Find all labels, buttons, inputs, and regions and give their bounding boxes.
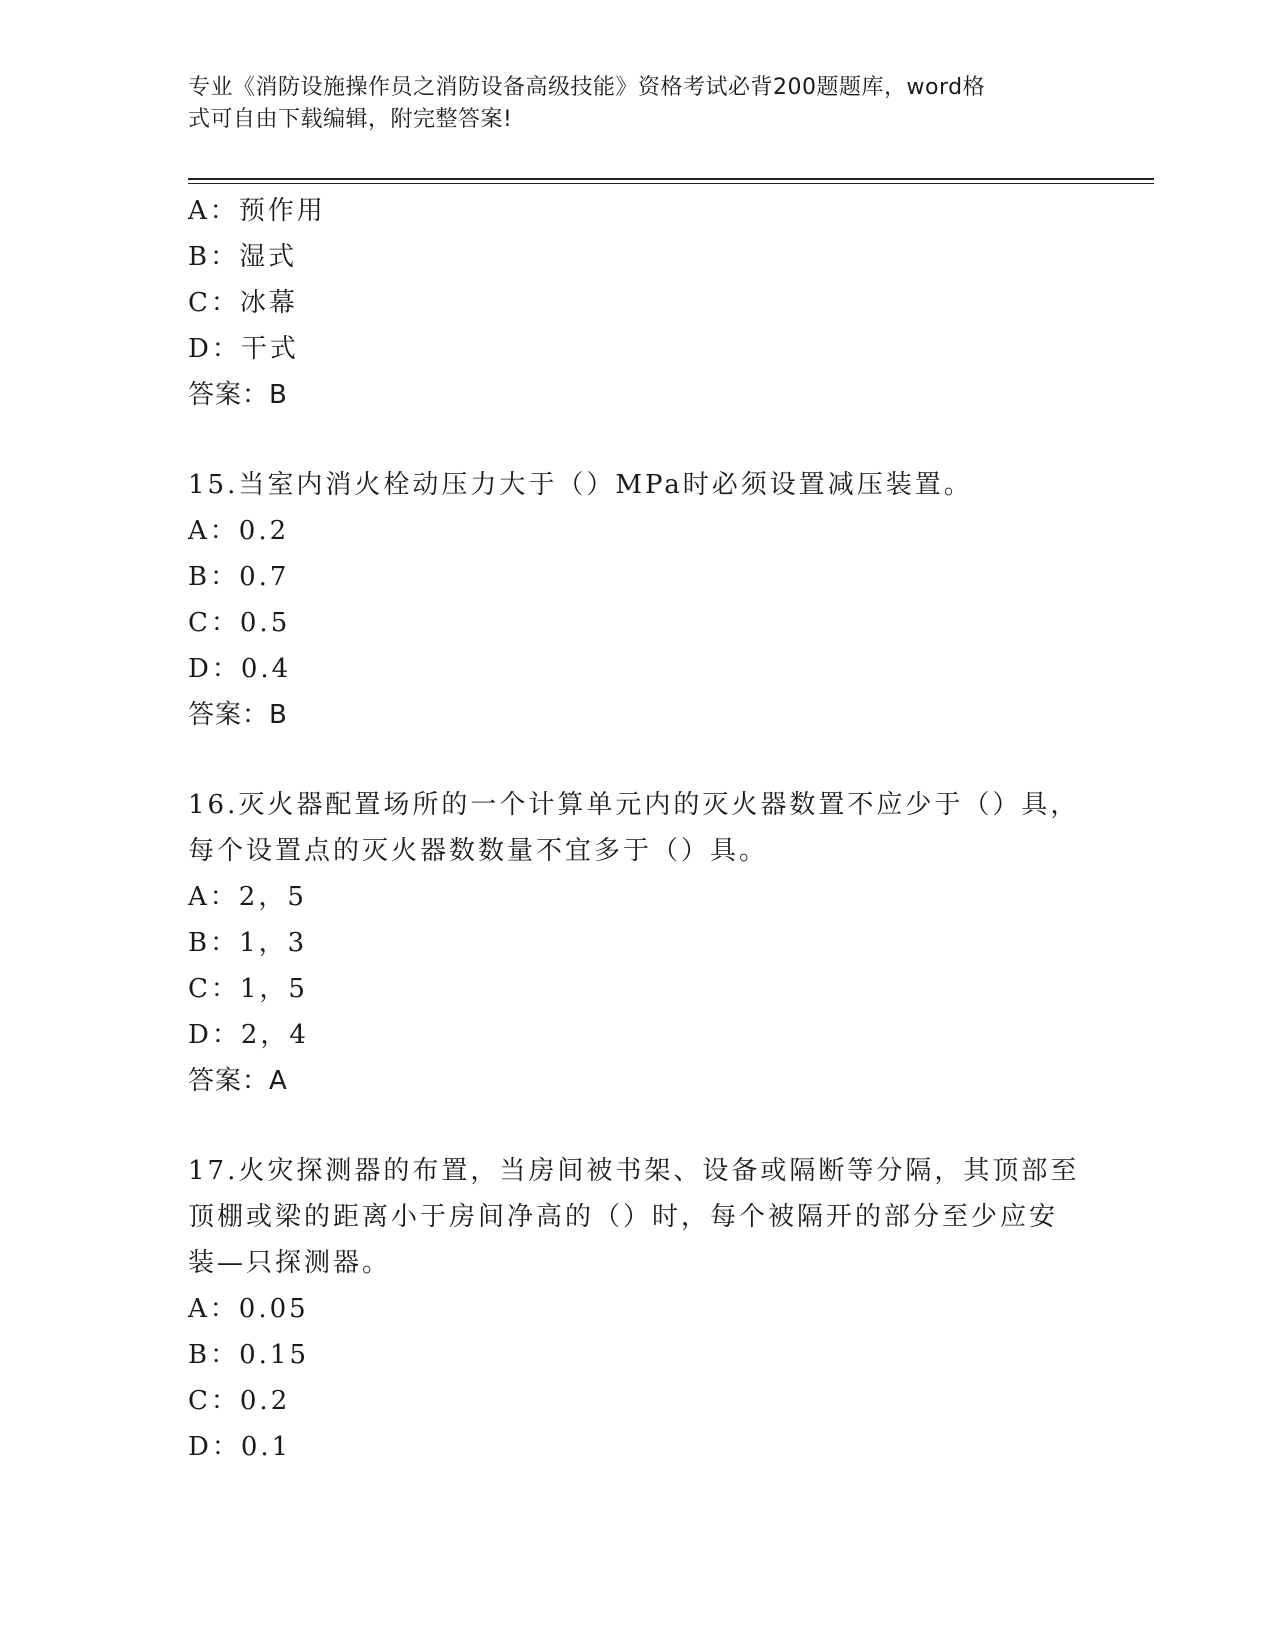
option-a: A：0.05 — [188, 1294, 309, 1324]
document-header — [188, 72, 1088, 136]
header-divider-thick — [188, 178, 1154, 180]
question-list — [188, 188, 1088, 1470]
option-d: D：0.1 — [188, 1432, 292, 1462]
header-line-2: 式可自由下载编辑，附完整答案! — [188, 107, 513, 132]
option-b: B：1，3 — [188, 928, 308, 958]
header-line-1: 专业《消防设施操作员之消防设备高级技能》资格考试必背200题题库，word格 — [188, 75, 986, 100]
option-c: C：0.2 — [188, 1386, 291, 1416]
answer: 答案：B — [188, 700, 288, 730]
option-c: C：0.5 — [188, 608, 291, 638]
question-stem-line-1: 16.灭火器配置场所的一个计算单元内的灭火器数置不应少于（）具， — [188, 790, 1080, 820]
question-stem-line-3: 装—只探测器。 — [188, 1248, 392, 1278]
question-stem-line-1: 17.火灾探测器的布置，当房间被书架、设备或隔断等分隔，其顶部至 — [188, 1156, 1080, 1186]
question-stem-line-2: 顶棚或梁的距离小于房间净高的（）时，每个被隔开的部分至少应安 — [188, 1202, 1059, 1232]
option-c: C：冰幕 — [188, 288, 298, 318]
option-b: B：0.7 — [188, 562, 290, 592]
option-b: B：0.15 — [188, 1340, 309, 1370]
option-d: D：0.4 — [188, 654, 292, 684]
option-a: A：0.2 — [188, 516, 290, 546]
question-16 — [188, 782, 1088, 1104]
option-b: B：湿式 — [188, 242, 298, 272]
question-14 — [188, 188, 1088, 418]
question-17 — [188, 1148, 1088, 1470]
answer: 答案：B — [188, 380, 288, 410]
header-divider-thin — [188, 183, 1154, 184]
option-d: D：干式 — [188, 334, 299, 364]
option-a: A：预作用 — [188, 196, 326, 226]
option-a: A：2，5 — [188, 882, 307, 912]
question-stem-line-2: 每个设置点的灭火器数数量不宜多于（）具。 — [188, 836, 769, 866]
answer: 答案：A — [188, 1066, 288, 1096]
option-c: C：1，5 — [188, 974, 308, 1004]
option-d: D：2，4 — [188, 1020, 309, 1050]
question-15 — [188, 462, 1088, 738]
question-stem: 15.当室内消火栓动压力大于（）MPa时必须设置减压装置。 — [188, 470, 973, 500]
